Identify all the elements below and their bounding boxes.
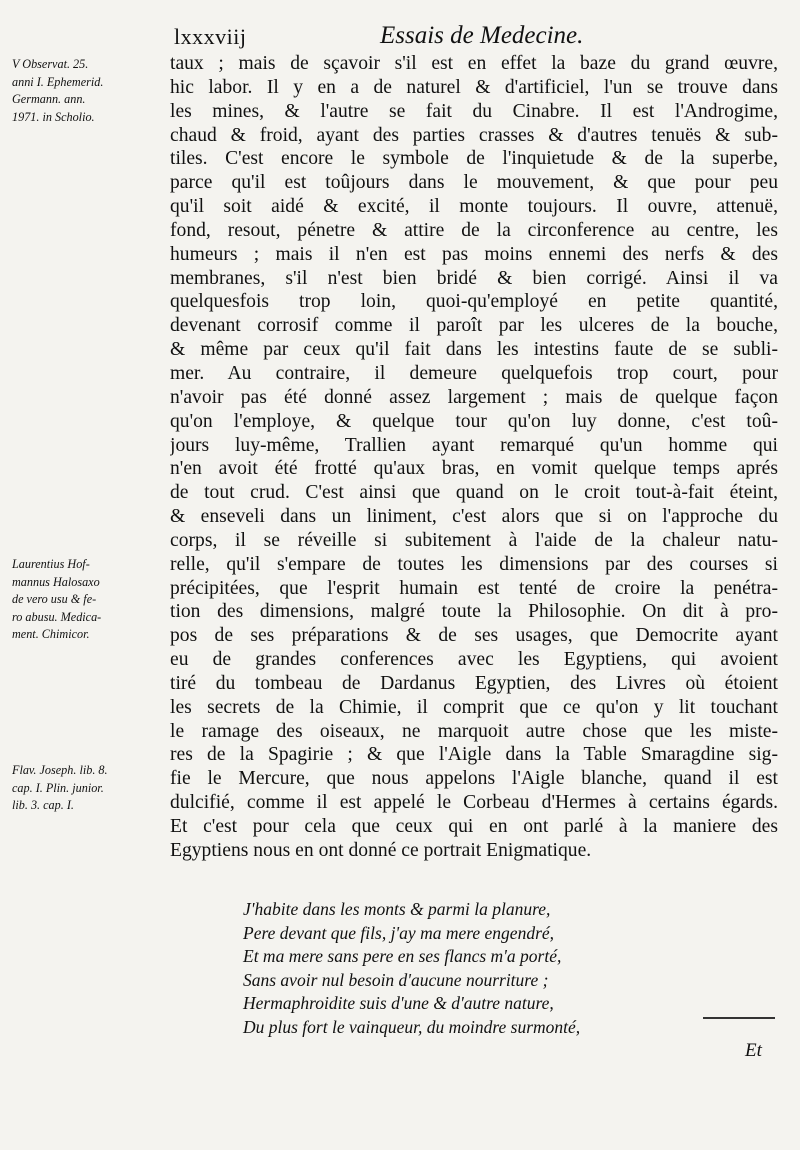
text-line: le ramage des oiseaux, ne marquoit autre chose que les miste- (170, 720, 778, 742)
margin-note-line: Laurentius Hof- (12, 557, 90, 571)
text-line: qu'on l'employe, & quelque tour qu'on luy donne, c'est toû- (170, 410, 778, 432)
text-line: humeurs ; mais il n'en est pas moins ennemi des nerfs & des (170, 243, 778, 265)
page-header (170, 18, 780, 52)
text-line: devenant corrosif comme il paroît par les ulceres de la bouche, (170, 315, 778, 337)
text-line: tion des dimensions, malgré toute la Philosophie. On dit à pro- (170, 601, 778, 623)
text-line: n'en avoit été frotté qu'aux bras, en vomit quelque temps aprés (170, 458, 778, 480)
margin-note-line: Germann. ann. (12, 92, 86, 106)
margin-note-line: cap. I. Plin. junior. (12, 780, 104, 795)
text-line: Et c'est pour cela que ceux qui en ont parlé à la maniere des (170, 816, 778, 837)
body-text (170, 52, 778, 863)
enigma-poem (243, 898, 713, 1039)
poem-verse: Sans avoir nul besoin d'aucune nourriture ; (243, 969, 549, 990)
text-line: hic labor. Il y en a de naturel & d'artificiel, l'un se trouve dans (170, 76, 778, 98)
ornamental-rule (703, 1017, 775, 1019)
text-line: quelquesfois trop loin, quoi-qu'employé en petite quantité, (170, 291, 778, 313)
margin-note-line: ro abusu. Medica- (12, 609, 102, 624)
text-line: précipitées, que l'esprit humain est tenté de croire la penétra- (170, 577, 778, 599)
margin-note-line: de vero usu & fe- (12, 592, 97, 606)
poem-verse: Hermaphroidite suis d'une & d'autre nature, (243, 993, 554, 1013)
margin-note-line: mannus Halosaxo (12, 574, 100, 589)
text-line: chaud & froid, ayant des parties crasses & d'autres tenuës & sub- (170, 124, 778, 146)
text-line: res de la Spagirie ; & que l'Aigle dans la Table Smaragdine sig- (170, 744, 778, 766)
margin-note-line: anni I. Ephemerid. (12, 74, 104, 89)
text-line: n'avoir pas été donné assez largement ; mais de quelque façon (170, 386, 778, 408)
text-line: de tout crud. C'est ainsi que quand on le croit tout-à-fait éteint, (170, 482, 778, 504)
text-line: relle, qu'il s'empare de toutes les dimensions par des courses si (170, 553, 778, 575)
margin-note-line: Flav. Joseph. lib. 8. (12, 763, 108, 777)
margin-note-2 (12, 556, 162, 644)
text-line: taux ; mais de sçavoir s'il est en effet la baze du grand œuvre, (170, 53, 778, 74)
poem-verse: Du plus fort le vainqueur, du moindre surmonté, (243, 1016, 581, 1037)
text-line: corps, il se réveille si subitement à l'aide de la chaleur natu- (170, 529, 778, 551)
text-line: Egyptiens nous en ont donné ce portrait Enigmatique. (170, 839, 592, 861)
text-line: jours luy-même, Trallien ayant remarqué qu'un homme qui (170, 434, 778, 456)
poem-verse: J'habite dans les monts & parmi la planure, (243, 899, 551, 919)
text-line: fie le Mercure, que nous appelons l'Aigle blanche, quand il est (170, 768, 778, 790)
text-line: qu'il soit aidé & excité, il monte toujours. Il ouvre, attenuë, (170, 196, 778, 218)
text-line: fond, resout, pénetre & attire de la circonference au centre, les (170, 219, 778, 241)
text-line: membranes, s'il n'est bien bridé & bien corrigé. Ainsi il va (170, 267, 778, 289)
text-line: tiles. C'est encore le symbole de l'inquietude & de la superbe, (170, 148, 778, 170)
poem-verse: Pere devant que fils, j'ay ma mere engendré, (243, 922, 555, 943)
text-line: les mines, & l'autre se fait du Cinabre. Il est l'Androgime, (170, 100, 778, 122)
text-line: tiré du tombeau de Dardanus Egyptien, des Livres où étoient (170, 672, 778, 694)
page-number: lxxxviij (174, 24, 247, 49)
text-line: eu de grandes conferences avec les Egyptiens, qui avoient (170, 649, 778, 671)
text-line: mer. Au contraire, il demeure quelquefois trop court, pour (170, 362, 778, 384)
text-line: & même par ceux qu'il fait dans les intestins faute de se subli- (170, 339, 778, 361)
margin-note-1 (12, 56, 162, 126)
text-line: pos de ses préparations & de ses usages, que Democrite ayant (170, 625, 778, 647)
running-title: Essais de Medecine. (380, 22, 584, 49)
text-line: les secrets de la Chimie, il comprit que ce qu'on y lit touchant (170, 696, 778, 718)
margin-note-3 (12, 762, 162, 815)
text-line: & enseveli dans un liniment, c'est alors que si on l'approche du (170, 506, 778, 528)
margin-note-line: V Observat. 25. (12, 57, 89, 71)
margin-note-line: ment. Chimicor. (12, 627, 90, 641)
catchword: Et (745, 1040, 762, 1061)
text-line: dulcifié, comme il est appelé le Corbeau d'Hermes à certains égards. (170, 792, 778, 814)
margin-note-line: lib. 3. cap. I. (12, 798, 74, 812)
text-line: parce qu'il est toûjours dans le mouvement, & que pour peu (170, 172, 778, 194)
margin-note-line: 1971. in Scholio. (12, 109, 95, 124)
poem-verse: Et ma mere sans pere en ses flancs m'a porté, (243, 946, 562, 966)
